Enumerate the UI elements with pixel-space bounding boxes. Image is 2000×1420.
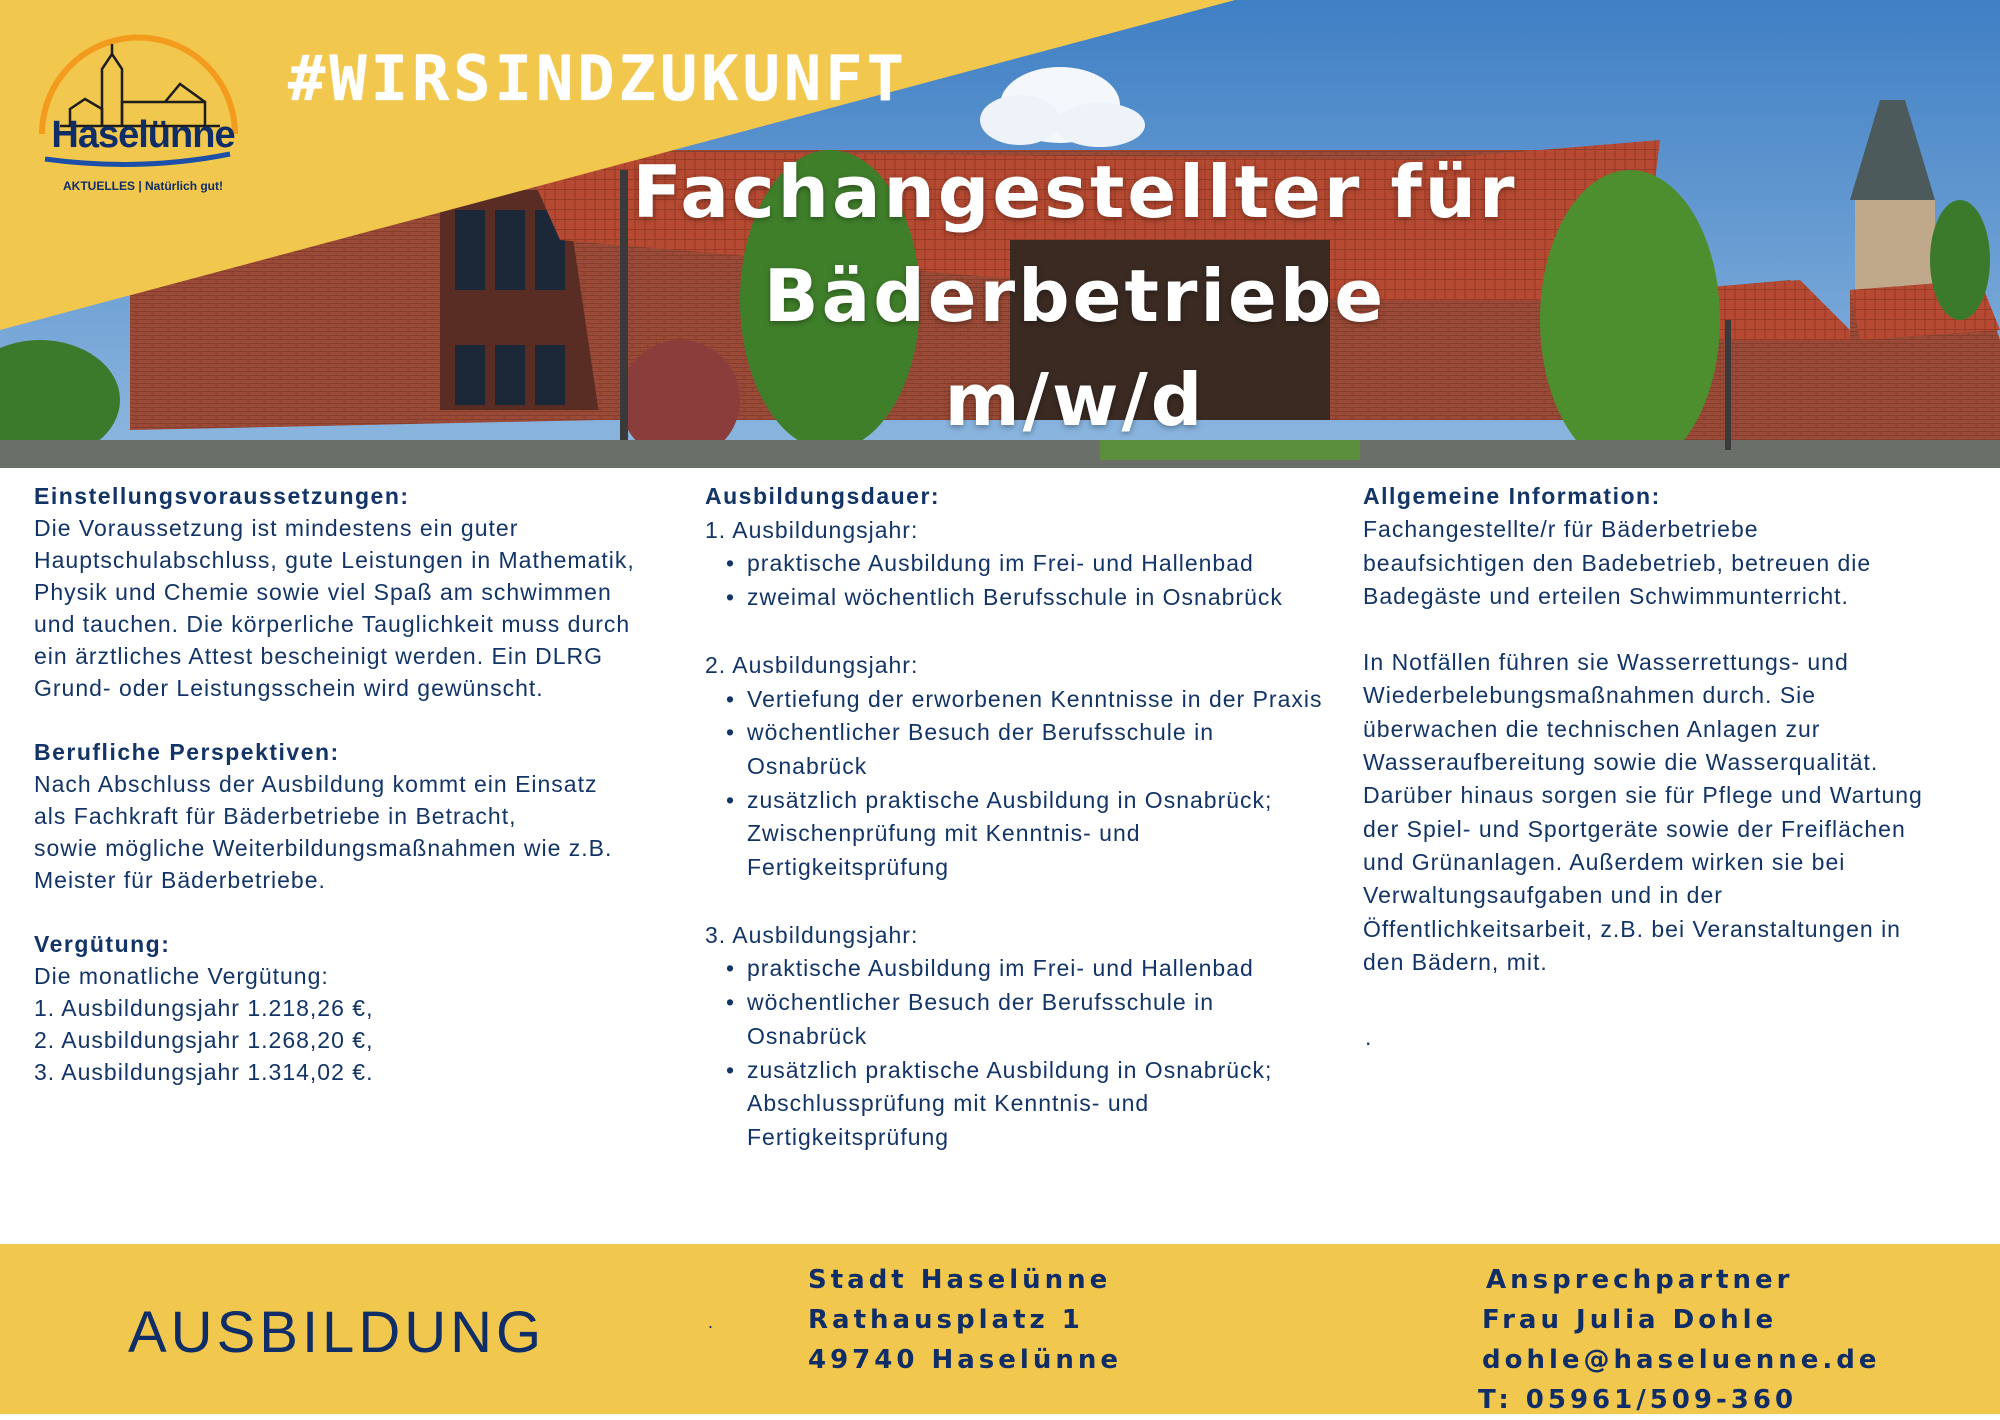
list-item: • praktische Ausbildung im Frei- und Hallenbad [747,547,1335,581]
title-line: Bäderbetriebe [763,254,1387,338]
column-requirements [34,480,674,1088]
stray-dot: . [708,1312,714,1332]
section-text: In Notfällen führen sie Wasserrettungs- und Wiederbelebungsmaßnahmen durch. Sie überwachen die technischen Anlagen zur Wasseraufbereitung sowie die Wasserqualität. Darüber hinaus sorgen sie für Pflege und Wartung der Spiel- und Sportgeräte sowie der Freiflächen und Grünanlagen. Außerdem wirken sie bei Verwaltungsaufgaben und in der Öffentlichkeitsarbeit, z.B. bei Veranstaltungen in den Bädern, mit. [1363,649,1923,975]
year-label: 2. Ausbildungsjahr: [705,651,919,678]
hero-banner [0,0,2000,468]
list-item: • wöchentlicher Besuch der Berufsschule in Osnabrück [747,986,1335,1053]
contact-phone[interactable]: T: 05961/509-360 [1478,1385,1798,1415]
list-item: • zusätzlich praktische Ausbildung in Osnabrück; Zwischenprüfung mit Kenntnis- und Fertigkeitsprüfung [747,784,1335,885]
list-item: • praktische Ausbildung im Frei- und Hallenbad [747,952,1335,986]
page-title [560,140,1590,452]
section-text: Die monatliche Vergütung: 1. Ausbildungsjahr 1.218,26 €, 2. Ausbildungsjahr 1.268,20 €, 3. Ausbildungsjahr 1.314,02 €. [34,963,374,1085]
bullet-list [705,952,1335,1154]
address-block [808,1260,1122,1380]
year-label: 3. Ausbildungsjahr: [705,921,919,948]
logo [30,14,245,204]
list-item: • Vertiefung der erworbenen Kenntnisse in der Praxis [747,683,1335,717]
stray-dot: . [1365,1024,1373,1051]
contact-block [1478,1260,1881,1420]
address-line: Stadt Haselünne [808,1265,1112,1295]
church-logo-icon [30,14,245,204]
section-heading: Ausbildungsdauer: [705,483,941,509]
section-text: Die Voraussetzung ist mindestens ein guter Hauptschulabschluss, gute Leistungen in Mathematik, Physik und Chemie sowie viel Spaß am schwimmen und tauchen. Die körperliche Tauglichkeit muss durch ein ärztliches Attest bescheinigt werden. Ein DLRG Grund- oder Leistungsschein wird gewünscht. [34,515,635,701]
year-label: 1. Ausbildungsjahr: [705,516,919,543]
column-duration [705,480,1335,1155]
title-line: m/w/d [944,358,1206,442]
contact-email[interactable]: dohle@haseluenne.de [1482,1345,1881,1375]
hashtag: #WIRSINDZUKUNFT [288,42,908,115]
footer-label: AUSBILDUNG [128,1300,546,1365]
list-item: • wöchentlicher Besuch der Berufsschule in Osnabrück [747,716,1335,783]
title-line: Fachangestellter für [632,150,1518,234]
section-text: Nach Abschluss der Ausbildung kommt ein Einsatz als Fachkraft für Bäderbetriebe in Betracht, sowie mögliche Weiterbildungsmaßnahmen wie z.B. Meister für Bäderbetriebe. [34,771,613,893]
logo-name: Haselünne [51,114,235,156]
footer [0,1244,2000,1414]
list-item: • zusätzlich praktische Ausbildung in Osnabrück; Abschlussprüfung mit Kenntnis- und Fertigkeitsprüfung [747,1054,1335,1155]
column-information [1363,480,1973,1054]
logo-tagline: AKTUELLES | Natürlich gut! [62,179,224,193]
section-heading: Allgemeine Information: [1363,483,1661,509]
address-line: 49740 Haselünne [808,1345,1122,1375]
section-heading: Einstellungsvoraussetzungen: [34,483,410,509]
section-heading: Vergütung: [34,931,171,957]
section-text: Fachangestellte/r für Bäderbetriebe beaufsichtigen den Badebetrieb, betreuen die Badegäste und erteilen Schwimmunterricht. [1363,516,1872,609]
bullet-list [705,683,1335,885]
contact-heading: Ansprechpartner [1486,1265,1794,1295]
address-line: Rathausplatz 1 [808,1305,1084,1335]
contact-name: Frau Julia Dohle [1482,1305,1778,1335]
list-item: • zweimal wöchentlich Berufsschule in Osnabrück [747,581,1335,615]
section-heading: Berufliche Perspektiven: [34,739,340,765]
bullet-list [705,547,1335,614]
